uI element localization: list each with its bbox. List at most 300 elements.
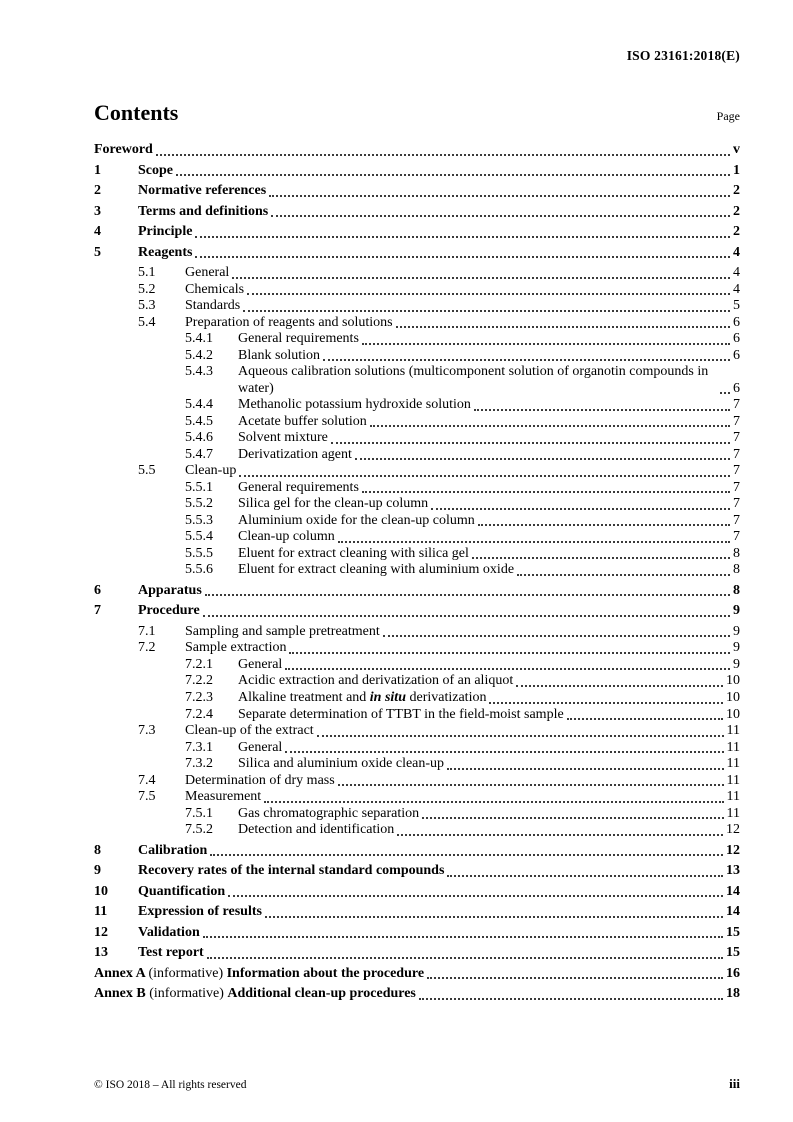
entry-page-number: 7 xyxy=(733,397,740,413)
entry-label-segment: Eluent for extract cleaning with silica gel xyxy=(238,545,469,561)
leader-dots xyxy=(355,458,730,460)
entry-label-segment: Apparatus xyxy=(138,582,202,598)
entry-number: 5.4.3 xyxy=(185,364,213,380)
toc-entry[interactable] xyxy=(94,603,740,620)
entry-label xyxy=(185,723,314,740)
entry-number: 7.3.2 xyxy=(185,756,213,772)
entry-body xyxy=(238,740,740,757)
toc-entry[interactable] xyxy=(94,904,740,921)
toc-entry[interactable] xyxy=(94,707,740,724)
entry-page-number: 12 xyxy=(726,822,740,838)
entry-label-segment: General requirements xyxy=(238,479,359,495)
entry-label xyxy=(138,163,173,180)
entry-number: 5.4 xyxy=(138,314,156,330)
entry-body xyxy=(185,789,740,806)
entry-number: 5.4.2 xyxy=(185,347,213,363)
entry-label xyxy=(138,603,200,620)
entry-label xyxy=(238,806,419,823)
entry-page-number: 2 xyxy=(733,203,740,219)
entry-body xyxy=(138,884,740,901)
toc-entry[interactable] xyxy=(94,756,740,773)
entry-number: 10 xyxy=(94,883,108,899)
entry-label xyxy=(138,884,225,901)
entry-label-segment: Procedure xyxy=(138,603,200,619)
entry-body xyxy=(238,707,740,724)
entry-label-segment: Normative references xyxy=(138,183,267,199)
entry-body xyxy=(138,945,740,962)
toc-entry[interactable] xyxy=(94,657,740,674)
leader-dots xyxy=(396,326,730,328)
toc-entry[interactable] xyxy=(94,673,740,690)
toc-entry[interactable] xyxy=(94,430,740,447)
contents-header xyxy=(94,100,740,126)
entry-number: 7.5 xyxy=(138,789,156,805)
entry-label xyxy=(138,843,207,860)
page-column-label: Page xyxy=(716,109,740,123)
entry-label xyxy=(185,624,380,641)
entry-body xyxy=(238,657,740,674)
entry-page-number: 9 xyxy=(733,656,740,672)
toc-entry[interactable] xyxy=(94,364,740,397)
entry-number: 3 xyxy=(94,203,101,219)
entry-label xyxy=(185,282,244,299)
entry-page-number: 14 xyxy=(726,904,740,920)
toc-entry[interactable] xyxy=(94,224,740,241)
entry-label xyxy=(94,986,416,1003)
entry-label-segment: Alkaline treatment and xyxy=(238,689,370,705)
entry-number: 7.5.2 xyxy=(185,822,213,838)
entry-label-segment: Detection and identification xyxy=(238,822,395,838)
leader-dots xyxy=(289,652,730,654)
toc-entry[interactable] xyxy=(94,414,740,431)
entry-page-number: 9 xyxy=(733,623,740,639)
entry-number: 5.4.6 xyxy=(185,430,213,446)
entry-label-segment: Foreword xyxy=(94,142,153,157)
entry-body xyxy=(238,348,740,365)
entry-number: 5.3 xyxy=(138,298,156,314)
toc-entry[interactable] xyxy=(94,282,740,299)
toc-entry[interactable] xyxy=(94,884,740,901)
entry-page-number: 2 xyxy=(733,183,740,199)
entry-page-number: 11 xyxy=(726,723,740,739)
entry-page-number: 5 xyxy=(733,298,740,314)
entry-number: 13 xyxy=(94,945,108,961)
entry-body xyxy=(138,603,740,620)
leader-dots xyxy=(269,195,730,197)
entry-label xyxy=(238,657,282,674)
leader-dots xyxy=(478,524,730,526)
entry-number: 5.5 xyxy=(138,463,156,479)
entry-number: 4 xyxy=(94,224,101,240)
leader-dots xyxy=(362,491,730,493)
leader-dots xyxy=(317,735,724,737)
folio-page-number: iii xyxy=(729,1076,740,1091)
entry-label xyxy=(238,562,514,579)
entry-body xyxy=(138,925,740,942)
toc-entry[interactable] xyxy=(94,640,740,657)
entry-number: 5.2 xyxy=(138,281,156,297)
entry-body xyxy=(185,723,740,740)
entry-page-number: 10 xyxy=(726,673,740,689)
entry-label xyxy=(185,640,286,657)
entry-number: 9 xyxy=(94,863,101,879)
entry-number: 7.2.3 xyxy=(185,689,213,705)
entry-label-segment: Blank solution xyxy=(238,347,321,363)
leader-dots xyxy=(285,668,730,670)
toc-entries xyxy=(94,142,740,1003)
toc-entry[interactable] xyxy=(94,925,740,942)
toc-entry[interactable] xyxy=(94,822,740,839)
entry-number: 7.2.1 xyxy=(185,656,213,672)
entry-label xyxy=(94,142,153,159)
leader-dots xyxy=(419,998,723,1000)
entry-label xyxy=(238,447,352,464)
entry-body xyxy=(238,673,740,690)
entry-label-segment: Additional clean-up procedures xyxy=(227,986,416,1002)
entry-number: 5.5.4 xyxy=(185,529,213,545)
entry-page-number: 18 xyxy=(726,986,740,1002)
entry-label xyxy=(238,690,486,707)
entry-page-number: 4 xyxy=(733,244,740,260)
entry-number: 5.5.6 xyxy=(185,562,213,578)
toc-entry[interactable] xyxy=(94,142,740,159)
entry-body xyxy=(238,480,740,497)
entry-label-segment: Sample extraction xyxy=(185,640,287,656)
entry-page-number: 2 xyxy=(733,224,740,240)
entry-page-number: 7 xyxy=(733,463,740,479)
entry-page-number: 15 xyxy=(726,945,740,961)
leader-dots xyxy=(472,557,730,559)
toc-entry[interactable] xyxy=(94,723,740,740)
entry-page-number: 15 xyxy=(726,924,740,940)
entry-label xyxy=(138,925,200,942)
toc-entry[interactable] xyxy=(94,265,740,282)
leader-dots xyxy=(323,359,730,361)
entry-label-segment: (informative) xyxy=(148,965,227,981)
entry-label xyxy=(238,673,513,690)
entry-label-segment: Solvent mixture xyxy=(238,430,328,446)
leader-dots xyxy=(205,594,730,596)
entry-number: 5.1 xyxy=(138,265,156,281)
entry-label-segment: Expression of results xyxy=(138,904,262,920)
entry-number: 7.3 xyxy=(138,723,156,739)
entry-label-segment: Separate determination of TTBT in the field-moist sample xyxy=(238,706,564,722)
toc-entry[interactable] xyxy=(94,397,740,414)
entry-label-segment: General requirements xyxy=(238,331,359,347)
entry-label-segment: Silica and aluminium oxide clean-up xyxy=(238,756,445,772)
leader-dots xyxy=(195,236,730,238)
leader-dots xyxy=(271,215,730,217)
entry-page-number: 6 xyxy=(733,314,740,330)
entry-body xyxy=(185,640,740,657)
toc-entry[interactable] xyxy=(94,945,740,962)
entry-label-segment: Gas chromatographic separation xyxy=(238,805,420,821)
entry-label-segment: Sampling and sample pretreatment xyxy=(185,623,380,639)
toc-entry[interactable] xyxy=(94,513,740,530)
entry-label xyxy=(238,740,282,757)
entry-label xyxy=(138,183,266,200)
entry-body xyxy=(185,463,740,480)
entry-label xyxy=(238,513,475,530)
leader-dots xyxy=(383,635,730,637)
entry-body xyxy=(238,414,740,431)
page-footer xyxy=(94,1076,740,1092)
entry-body xyxy=(138,163,740,180)
entry-label-segment: Chemicals xyxy=(185,281,245,297)
entry-number: 5.4.7 xyxy=(185,446,213,462)
entry-number: 7.5.1 xyxy=(185,805,213,821)
leader-dots xyxy=(338,784,724,786)
entry-number: 1 xyxy=(94,162,101,178)
leader-dots xyxy=(397,834,723,836)
entry-label xyxy=(238,414,367,431)
leader-dots xyxy=(720,392,730,394)
entry-body xyxy=(238,562,740,579)
entry-label xyxy=(185,298,240,315)
toc-entry[interactable] xyxy=(94,496,740,513)
entry-label xyxy=(138,904,262,921)
toc-entry[interactable] xyxy=(94,690,740,707)
entry-body xyxy=(138,583,740,600)
entry-label xyxy=(138,863,444,880)
toc-entry[interactable] xyxy=(94,480,740,497)
entry-page-number: 6 xyxy=(733,331,740,347)
entry-label-segment: Scope xyxy=(138,162,173,178)
entry-label-segment: Determination of dry mass xyxy=(185,772,335,788)
copyright-notice: © ISO 2018 – All rights reserved xyxy=(94,1079,247,1091)
entry-label-segment: Reagents xyxy=(138,244,193,260)
entry-page-number: v xyxy=(733,142,740,157)
entry-page-number: 10 xyxy=(726,689,740,705)
entry-label-segment: Information about the procedure xyxy=(226,965,425,981)
entry-number: 6 xyxy=(94,582,101,598)
entry-label xyxy=(185,315,393,332)
entry-body xyxy=(238,822,740,839)
toc-entry[interactable] xyxy=(94,966,740,983)
entry-number: 11 xyxy=(94,904,108,920)
toc-entry[interactable] xyxy=(94,740,740,757)
entry-number: 5.5.1 xyxy=(185,479,213,495)
toc-entry[interactable] xyxy=(94,331,740,348)
entry-label-segment: Validation xyxy=(138,924,200,940)
entry-body xyxy=(238,690,740,707)
toc-entry[interactable] xyxy=(94,183,740,200)
entry-body xyxy=(185,773,740,790)
entry-page-number: 7 xyxy=(733,496,740,512)
toc-entry[interactable] xyxy=(94,843,740,860)
leader-dots xyxy=(203,936,723,938)
toc-entry[interactable] xyxy=(94,624,740,641)
entry-body xyxy=(185,624,740,641)
entry-label xyxy=(94,966,424,983)
entry-label xyxy=(238,546,469,563)
leader-dots xyxy=(207,957,723,959)
entry-number: 5.4.5 xyxy=(185,413,213,429)
leader-dots xyxy=(489,702,723,704)
document-reference: ISO 23161:2018(E) xyxy=(626,48,740,63)
entry-page-number: 6 xyxy=(733,347,740,363)
entry-number: 7.2 xyxy=(138,640,156,656)
entry-label-segment: Annex B xyxy=(94,986,150,1002)
page-title: Contents xyxy=(94,100,179,125)
entry-number: 8 xyxy=(94,842,101,858)
entry-page-number: 13 xyxy=(726,863,740,879)
entry-label-segment: Acidic extraction and derivatization of an aliquot xyxy=(238,673,514,689)
toc-entry[interactable] xyxy=(94,863,740,880)
entry-number: 5.5.3 xyxy=(185,512,213,528)
leader-dots xyxy=(243,310,730,312)
entry-label xyxy=(238,529,335,546)
entry-page-number: 11 xyxy=(726,772,740,788)
entry-page-number: 7 xyxy=(733,479,740,495)
toc-entry[interactable] xyxy=(94,773,740,790)
entry-page-number: 14 xyxy=(726,883,740,899)
entry-page-number: 10 xyxy=(726,706,740,722)
entry-label xyxy=(238,397,471,414)
entry-label-segment: Methanolic potassium hydroxide solution xyxy=(238,397,471,413)
entry-label-segment: Silica gel for the clean-up column xyxy=(238,496,429,512)
entry-label-segment: Terms and definitions xyxy=(138,203,269,219)
entry-body xyxy=(138,863,740,880)
entry-label xyxy=(238,331,359,348)
entry-number: 7.2.2 xyxy=(185,673,213,689)
entry-page-number: 9 xyxy=(733,603,740,619)
entry-body xyxy=(185,298,740,315)
entry-page-number: 16 xyxy=(726,965,740,981)
entry-body xyxy=(185,265,740,282)
leader-dots xyxy=(247,293,730,295)
entry-label-segment: General xyxy=(185,265,230,281)
entry-page-number: 11 xyxy=(726,805,740,821)
entry-label xyxy=(238,496,428,513)
entry-number: 7 xyxy=(94,603,101,619)
entry-page-number: 7 xyxy=(733,446,740,462)
toc-entry[interactable] xyxy=(94,562,740,579)
entry-label-segment: Recovery rates of the internal standard compounds xyxy=(138,863,445,879)
entry-number: 5.4.1 xyxy=(185,331,213,347)
leader-dots xyxy=(156,154,730,156)
entry-label xyxy=(238,822,394,839)
entry-label-segment: Eluent for extract cleaning with aluminium oxide xyxy=(238,562,515,578)
entry-page-number: 11 xyxy=(726,739,740,755)
toc-entry[interactable] xyxy=(94,463,740,480)
entry-number: 7.1 xyxy=(138,623,156,639)
entry-page-number: 8 xyxy=(733,582,740,598)
toc-entry[interactable] xyxy=(94,789,740,806)
entry-body xyxy=(138,843,740,860)
entry-body xyxy=(238,529,740,546)
entry-label-segment: Principle xyxy=(138,224,193,240)
entry-label-segment: Preparation of reagents and solutions xyxy=(185,314,393,330)
entry-number: 5.5.2 xyxy=(185,496,213,512)
entry-page-number: 4 xyxy=(733,281,740,297)
entry-number: 7.3.1 xyxy=(185,739,213,755)
entry-page-number: 12 xyxy=(726,842,740,858)
leader-dots xyxy=(228,895,723,897)
entry-page-number: 1 xyxy=(733,162,740,178)
leader-dots xyxy=(567,718,723,720)
entry-number: 5.5.5 xyxy=(185,545,213,561)
toc-entry[interactable] xyxy=(94,298,740,315)
toc-entry[interactable] xyxy=(94,348,740,365)
entry-body xyxy=(238,397,740,414)
entry-label-segment: (informative) xyxy=(149,986,228,1002)
entry-label xyxy=(238,707,564,724)
toc-entry[interactable] xyxy=(94,204,740,221)
entry-label xyxy=(185,463,236,480)
entry-label-segment: Test report xyxy=(138,945,204,961)
entry-page-number: 7 xyxy=(733,529,740,545)
entry-body xyxy=(238,331,740,348)
entry-label-segment: Measurement xyxy=(185,789,262,805)
entry-label-segment: Aluminium oxide for the clean-up column xyxy=(238,512,475,528)
entry-label xyxy=(185,789,261,806)
toc-entry[interactable] xyxy=(94,986,740,1003)
entry-number: 7.4 xyxy=(138,772,156,788)
leader-dots xyxy=(362,343,730,345)
entry-label xyxy=(238,480,359,497)
entry-body xyxy=(138,204,740,221)
toc-entry[interactable] xyxy=(94,163,740,180)
entry-body xyxy=(94,986,740,1003)
entry-label xyxy=(138,945,204,962)
entry-body xyxy=(238,430,740,447)
entry-label-segment: Aqueous calibration solutions (multicomponent solution of organotin compounds in water) xyxy=(238,364,709,396)
leader-dots xyxy=(331,442,730,444)
entry-label-segment: Clean-up column xyxy=(238,529,335,545)
entry-label-segment: Clean-up of the extract xyxy=(185,723,314,739)
entry-body xyxy=(94,142,740,159)
entry-number: 7.2.4 xyxy=(185,706,213,722)
entry-body xyxy=(138,224,740,241)
entry-label xyxy=(138,245,192,262)
leader-dots xyxy=(447,875,723,877)
entry-page-number: 7 xyxy=(733,413,740,429)
toc-entry[interactable] xyxy=(94,245,740,262)
entry-body xyxy=(238,364,740,397)
leader-dots xyxy=(239,475,730,477)
entry-body xyxy=(138,183,740,200)
toc-entry[interactable] xyxy=(94,315,740,332)
toc-entry[interactable] xyxy=(94,806,740,823)
toc-entry[interactable] xyxy=(94,583,740,600)
toc-entry[interactable] xyxy=(94,546,740,563)
entry-label-segment: Quantification xyxy=(138,883,226,899)
entry-page-number: 6 xyxy=(733,380,740,396)
entry-label-segment: Annex A xyxy=(94,965,149,981)
leader-dots xyxy=(285,751,723,753)
entry-body xyxy=(138,904,740,921)
entry-label-segment: General xyxy=(238,739,283,755)
leader-dots xyxy=(422,817,723,819)
leader-dots xyxy=(370,425,730,427)
entry-page-number: 7 xyxy=(733,512,740,528)
entry-page-number: 8 xyxy=(733,545,740,561)
leader-dots xyxy=(516,685,723,687)
leader-dots xyxy=(474,409,730,411)
entry-label-segment: Acetate buffer solution xyxy=(238,413,367,429)
entry-body xyxy=(138,245,740,262)
entry-label-segment: derivatization xyxy=(406,689,487,705)
leader-dots xyxy=(265,916,723,918)
leader-dots xyxy=(338,541,730,543)
entry-body xyxy=(94,966,740,983)
toc-entry[interactable] xyxy=(94,529,740,546)
entry-number: 12 xyxy=(94,924,108,940)
entry-body xyxy=(238,513,740,530)
toc-entry[interactable] xyxy=(94,447,740,464)
entry-label xyxy=(138,583,202,600)
